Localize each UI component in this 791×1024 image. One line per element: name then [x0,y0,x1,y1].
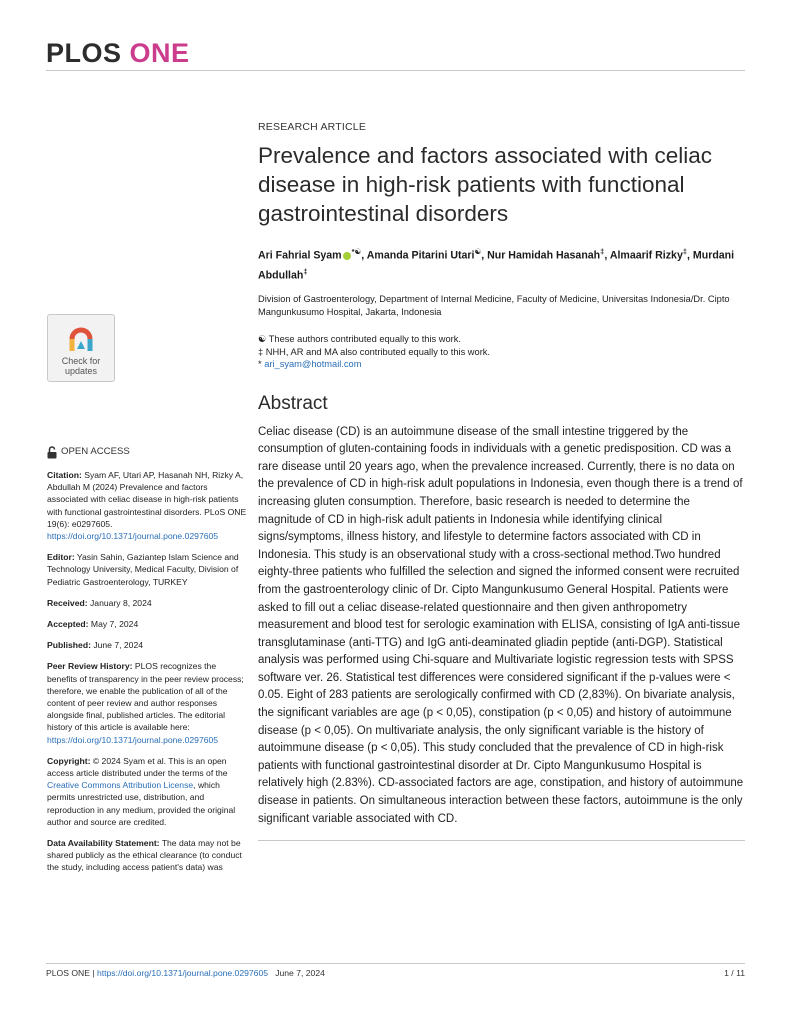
author-3-marks: ‡ [600,247,605,256]
author-5[interactable]: , Murdani Abdullah [258,249,735,282]
footer-journal: PLOS ONE | [46,968,97,978]
corresponding-email-link[interactable]: ari_syam@hotmail.com [264,359,362,370]
page-footer [46,968,745,978]
license-link[interactable]: Creative Commons Attribution License [47,780,194,791]
editor-label: Editor: [47,552,75,563]
peer-review-text: PLOS recognizes the benefits of transparency in the peer review process; therefore, we enable the publication of all of the content of peer review and author responses alongside final, published articles. The editorial history of this article is available here: [47,661,244,733]
abstract-heading: Abstract [258,392,328,414]
logo-one: ONE [129,38,190,68]
author-list [258,244,745,283]
orcid-icon[interactable] [343,252,351,260]
author-3[interactable]: , Nur Hamidah Hasanah [481,249,601,262]
article-title: Prevalence and factors associated with celiac disease in high-risk patients with functional gastrointestinal disorders [258,143,712,226]
peer-review-link[interactable]: https://doi.org/10.1371/journal.pone.0297605 [47,734,219,745]
citation [47,469,247,542]
author-5-marks: ‡ [303,266,308,276]
author-2-marks: ☯ [474,247,482,256]
main-column [258,121,745,841]
also-contributed-note: ‡ NHH, AR and MA also contributed equally to this work. [258,346,491,357]
open-lock-icon [47,446,57,459]
author-2[interactable]: , Amanda Pitarini Utari [361,249,475,262]
citation-label: Citation: [47,470,82,480]
author-4[interactable]: , Almaarif Rizky [604,249,683,262]
footer-doi-link[interactable]: https://doi.org/10.1371/journal.pone.0297605 [96,968,269,978]
author-notes [258,333,745,371]
badge-line-1: Check for [61,356,101,366]
published-date: June 7, 2024 [90,640,144,651]
check-updates-text [48,356,114,376]
published-label: Published: [47,640,91,651]
copyright-label: Copyright: [47,755,91,766]
check-updates-icon [66,321,96,353]
author-4-marks: ‡ [682,247,688,256]
received-label: Received: [47,597,88,608]
open-access [47,446,247,459]
copyright [47,755,247,828]
corresponding-mark: * [258,359,265,370]
footer-date: June 7, 2024 [275,968,325,978]
header-divider [46,70,745,71]
accepted-label: Accepted: [47,619,89,630]
equal-contribution-note: ☯ These authors contributed equally to this work. [258,334,461,345]
check-for-updates-badge[interactable] [47,314,115,382]
copyright-text-1: © 2024 Syam et al. This is an open access article distributed under the terms of the [47,755,228,779]
accepted [47,618,247,630]
corresponding-note [258,358,745,371]
data-availability [47,837,247,874]
peer-review-history [47,660,247,745]
badge-line-2: updates [64,366,98,376]
journal-logo [46,38,190,69]
open-access-label: OPEN ACCESS [61,446,130,458]
author-1[interactable]: Ari Fahrial Syam [258,249,342,262]
received [47,597,247,609]
editor-text: Yasin Sahin, Gaziantep Islam Science and Technology University, Medical Faculty, Division of Pediatric Gastroenterology, TURKEY [47,552,239,587]
data-availability-label: Data Availability Statement: [47,838,160,849]
footer-divider [46,963,745,964]
published [47,639,247,651]
citation-text: Syam AF, Utari AP, Hasanah NH, Rizky A, Abdullah M (2024) Prevalence and factors associated with celiac disease in high-risk patients with functional gastrointestinal disorders. PLoS ONE 19(6): e0297605. [47,470,247,529]
received-date: January 8, 2024 [87,597,152,608]
author-1-marks: *☯ [351,247,362,256]
editor [47,551,247,588]
article-type-label: RESEARCH ARTICLE [258,121,367,133]
copyright-text-2: , which permits unrestricted use, distribution, and reproduction in any medium, provided the original author and source are credited. [47,780,236,827]
abstract-divider [258,840,745,841]
peer-review-label: Peer Review History: [47,661,133,672]
affiliation: Division of Gastroenterology, Department of Internal Medicine, Faculty of Medicine, Universitas Indonesia/Dr. Cipto Mangunkusumo Hospital, Jakarta, Indonesia [258,294,730,318]
data-availability-text: The data may not be shared publicly as the ethical clearance (to conduct the study, including access patient's data) was [47,838,242,873]
citation-doi-link[interactable]: https://doi.org/10.1371/journal.pone.0297605 [47,531,219,542]
page-number: 1 / 11 [724,968,745,978]
abstract-body: Celiac disease (CD) is an autoimmune disease of the small intestine triggered by the consumption of gluten-containing foods in individuals with a genetic predisposition. CD was a rare disease until 20 years ago, when the prevalence increased. Currently, there is no data on the prevalence of CD in high-risk adult populations in Indonesia, even though there is a trend of increasing gluten consumption. Therefore, basic research is needed to determine the magnitude of CD in high-risk adult patients in Indonesia while identifying clinical signs/symptoms, illness history, and lifestyle to determine factors associated with CD in Indonesia. This study is an observational study with a cross-sectional method.Two hundred eighty-three patients who fulfilled the selection and signed the informed consent were recruited from the gastroenterology clinic of Dr. Cipto Mangunkusumo General Hospital. Patients were asked to fill out a celiac disease-related questionnaire and then given anthropometry measurement and blood test for serologic examination with ELISA, consisting of IgA anti-tissue transglutaminase (anti-TTG) and IgG anti-deaminated gliadin peptide (anti-DGP). Statistical analysis was performed using Chi-square and Multivariate logistic regression tests with SPSS software ver. 26. Statistical test differences were considered significant if the p-values were < 0.05. Eight of 283 patients are serologically confirmed with CD (2,83%). On bivariate analysis, the significant variables are age (p < 0,05), constipation (p < 0,05) and history of autoimmune disease (p < 0,05). On multivariate analysis, the only significant variable is the history of autoimmune disease (p < 0,05). This study concluded that the prevalence of CD in high-risk patients with functional gastrointestinal disorder at Dr. Cipto Mangunkusumo Hospital is relatively high (2.83%). CD-associated factors are age, constipation, and history of autoimmune disease in patients. On simultaneous interaction between these factors, autoimmune is the only significant variable associated with CD. [258,425,744,825]
sidebar [47,446,247,883]
logo-plos: PLOS [46,38,122,68]
accepted-date: May 7, 2024 [88,619,139,630]
